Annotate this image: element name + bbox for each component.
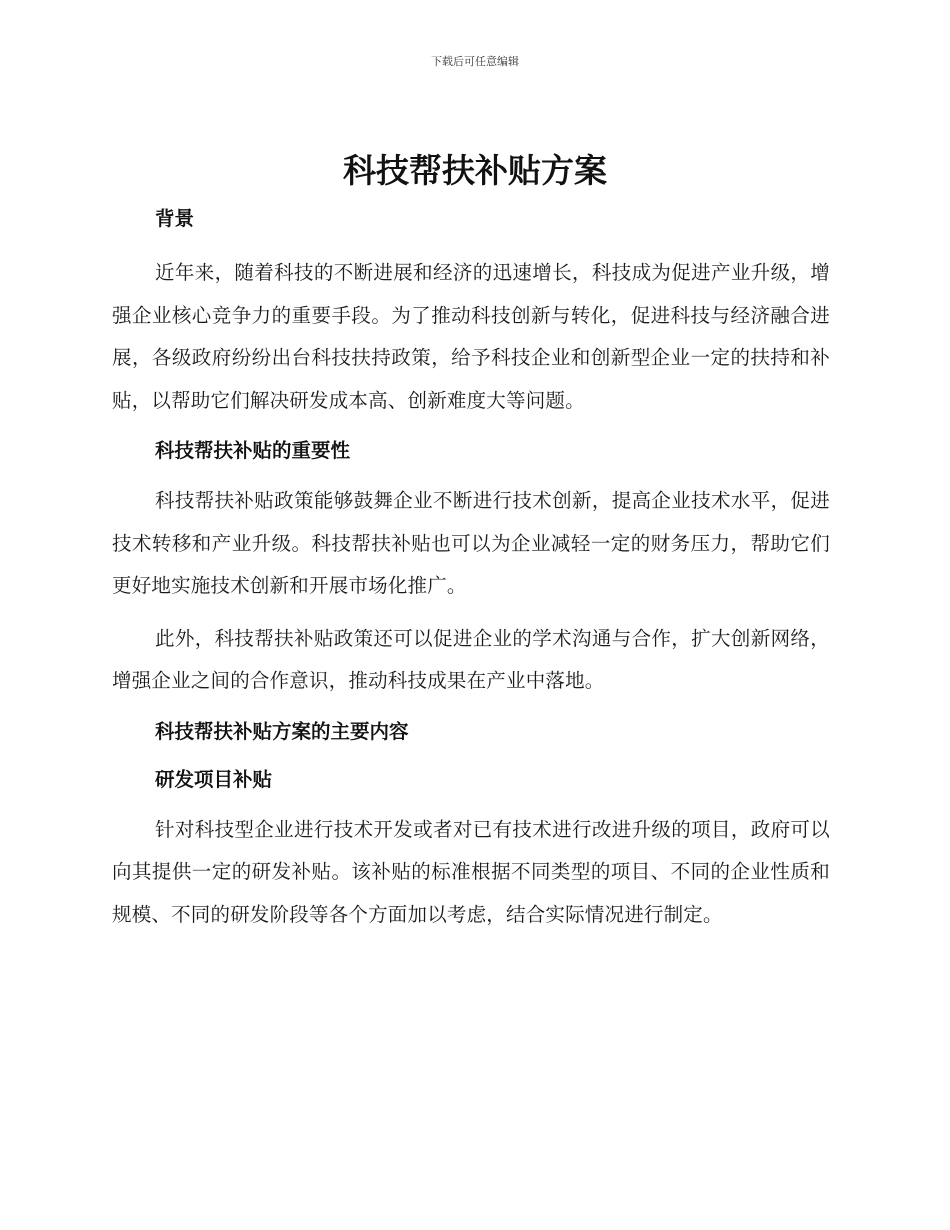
document-title: 科技帮扶补贴方案 [343, 151, 607, 190]
header-note: 下载后可任意编辑 [431, 55, 519, 68]
section-heading-background: 背景 [155, 207, 195, 230]
paragraph-importance-1: 科技帮扶补贴政策能够鼓舞企业不断进行技术创新，提高企业技术水平，促进技术转移和产业升级。科技帮扶补贴也可以为企业减轻一定的财务压力，帮助它们更好地实施技术创新和开展市场化推广。 [112, 489, 830, 597]
document-body [112, 200, 830, 936]
section-heading-rd-subsidy: 研发项目补贴 [155, 767, 273, 791]
paragraph-background: 近年来，随着科技的不断进展和经济的迅速增长，科技成为促进产业升级，增强企业核心竞争力的重要手段。为了推动科技创新与转化，促进科技与经济融合进展，各级政府纷纷出台科技扶持政策，给予科技企业和创新型企业一定的扶持和补贴，以帮助它们解决研发成本高、创新难度大等问题。 [112, 261, 830, 412]
paragraph-rd-subsidy: 针对科技型企业进行技术开发或者对已有技术进行改进升级的项目，政府可以向其提供一定的研发补贴。该补贴的标准根据不同类型的项目、不同的企业性质和规模、不同的研发阶段等各个方面加以考虑，结合实际情况进行制定。 [112, 817, 830, 926]
section-heading-main-content: 科技帮扶补贴方案的主要内容 [155, 719, 409, 743]
section-heading-importance: 科技帮扶补贴的重要性 [155, 439, 351, 462]
paragraph-importance-2: 此外，科技帮扶补贴政策还可以促进企业的学术沟通与合作，扩大创新网络，增强企业之间的合作意识，推动科技成果在产业中落地。 [112, 626, 830, 692]
